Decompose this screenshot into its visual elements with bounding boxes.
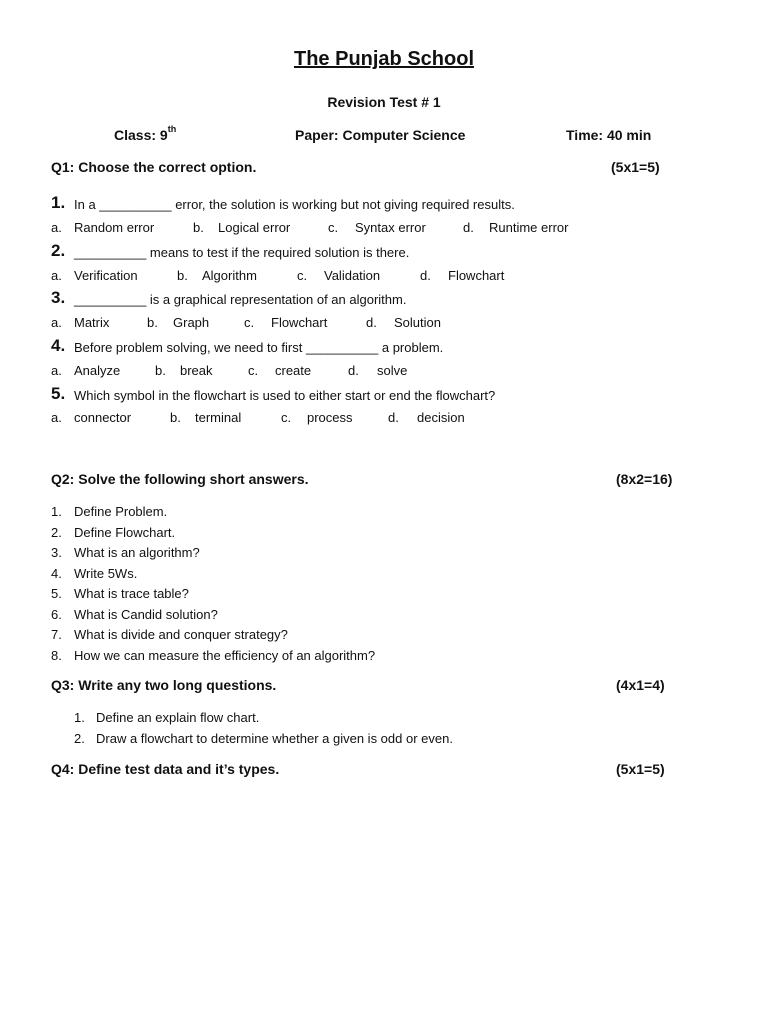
list-item: What is an algorithm? bbox=[74, 545, 200, 560]
option-letter: b. bbox=[177, 268, 188, 283]
list-number: 6. bbox=[51, 607, 62, 622]
list-number: 2. bbox=[51, 525, 62, 540]
mcq-number: 5. bbox=[51, 384, 66, 403]
option-text: Graph bbox=[173, 315, 210, 330]
option-letter: b. bbox=[147, 315, 158, 330]
list-item: What is divide and conquer strategy? bbox=[74, 627, 288, 642]
option-letter: b. bbox=[193, 220, 204, 235]
list-number: 2. bbox=[74, 731, 85, 746]
option-letter: c. bbox=[244, 315, 255, 330]
option-text: Logical error bbox=[218, 220, 291, 235]
option-text: decision bbox=[417, 410, 465, 425]
list-number: 4. bbox=[51, 566, 62, 581]
option-letter: d. bbox=[366, 315, 377, 330]
option-text: Syntax error bbox=[355, 220, 426, 235]
mcq-question: __________ is a graphical representation of an algorithm. bbox=[74, 292, 407, 307]
paper-info: Paper: Computer Science bbox=[295, 127, 466, 143]
list-number: 1. bbox=[51, 504, 62, 519]
option-text: solve bbox=[377, 363, 408, 378]
q1-marks: (5x1=5) bbox=[611, 159, 660, 175]
class-label: Class: 9 bbox=[114, 127, 168, 143]
option-text: create bbox=[275, 363, 312, 378]
list-item: How we can measure the efficiency of an algorithm? bbox=[74, 648, 376, 663]
option-text: Algorithm bbox=[202, 268, 257, 283]
option-text: Verification bbox=[74, 268, 138, 283]
mcq-number: 1. bbox=[51, 193, 66, 212]
school-title: The Punjab School bbox=[293, 48, 474, 70]
option-letter: a. bbox=[51, 315, 62, 330]
option-text: process bbox=[307, 410, 353, 425]
list-item: What is Candid solution? bbox=[74, 607, 218, 622]
mcq-question: Before problem solving, we need to first __________ a problem. bbox=[74, 340, 444, 355]
option-letter: a. bbox=[51, 268, 62, 283]
option-letter: a. bbox=[51, 220, 62, 235]
mcq-question: In a __________ error, the solution is working but not giving required results. bbox=[74, 197, 515, 212]
mcq-question: __________ means to test if the required solution is there. bbox=[74, 245, 410, 260]
list-item: What is trace table? bbox=[74, 586, 189, 601]
q2-marks: (8x2=16) bbox=[616, 471, 673, 487]
time-info: Time: 40 min bbox=[566, 127, 652, 143]
list-number: 5. bbox=[51, 586, 62, 601]
option-letter: b. bbox=[155, 363, 166, 378]
q3-marks: (4x1=4) bbox=[616, 677, 665, 693]
option-text: Validation bbox=[324, 268, 381, 283]
list-item: Define an explain flow chart. bbox=[96, 710, 260, 725]
option-text: Analyze bbox=[74, 363, 121, 378]
option-text: Flowchart bbox=[271, 315, 328, 330]
q3-heading: Q3: Write any two long questions. bbox=[51, 677, 277, 693]
list-item: Write 5Ws. bbox=[74, 566, 138, 581]
option-text: break bbox=[180, 363, 213, 378]
option-letter: d. bbox=[463, 220, 474, 235]
option-text: Solution bbox=[394, 315, 441, 330]
option-letter: b. bbox=[170, 410, 181, 425]
q2-heading: Q2: Solve the following short answers. bbox=[51, 471, 309, 487]
list-item: Define Flowchart. bbox=[74, 525, 176, 540]
list-number: 8. bbox=[51, 648, 62, 663]
option-text: Runtime error bbox=[489, 220, 569, 235]
class-info bbox=[114, 124, 177, 143]
test-title: Revision Test # 1 bbox=[327, 94, 441, 110]
option-text: Flowchart bbox=[448, 268, 505, 283]
mcq-question: Which symbol in the flowchart is used to either start or end the flowchart? bbox=[74, 388, 496, 403]
option-letter: d. bbox=[420, 268, 431, 283]
q4-marks: (5x1=5) bbox=[616, 761, 665, 777]
option-text: connector bbox=[74, 410, 132, 425]
q4-heading: Q4: Define test data and it’s types. bbox=[51, 761, 280, 777]
option-text: Matrix bbox=[74, 315, 110, 330]
option-text: terminal bbox=[195, 410, 242, 425]
q1-heading: Q1: Choose the correct option. bbox=[51, 159, 257, 175]
list-number: 3. bbox=[51, 545, 62, 560]
option-letter: c. bbox=[248, 363, 259, 378]
option-letter: c. bbox=[297, 268, 308, 283]
option-letter: d. bbox=[388, 410, 399, 425]
mcq-number: 2. bbox=[51, 241, 66, 260]
list-item: Define Problem. bbox=[74, 504, 168, 519]
class-superscript: th bbox=[167, 124, 177, 134]
mcq-number: 3. bbox=[51, 288, 66, 307]
option-letter: c. bbox=[281, 410, 292, 425]
mcq-number: 4. bbox=[51, 336, 66, 355]
option-letter: d. bbox=[348, 363, 359, 378]
list-number: 1. bbox=[74, 710, 85, 725]
option-letter: c. bbox=[328, 220, 339, 235]
option-letter: a. bbox=[51, 363, 62, 378]
option-text: Random error bbox=[74, 220, 155, 235]
list-item: Draw a flowchart to determine whether a given is odd or even. bbox=[96, 731, 453, 746]
option-letter: a. bbox=[51, 410, 62, 425]
list-number: 7. bbox=[51, 627, 62, 642]
